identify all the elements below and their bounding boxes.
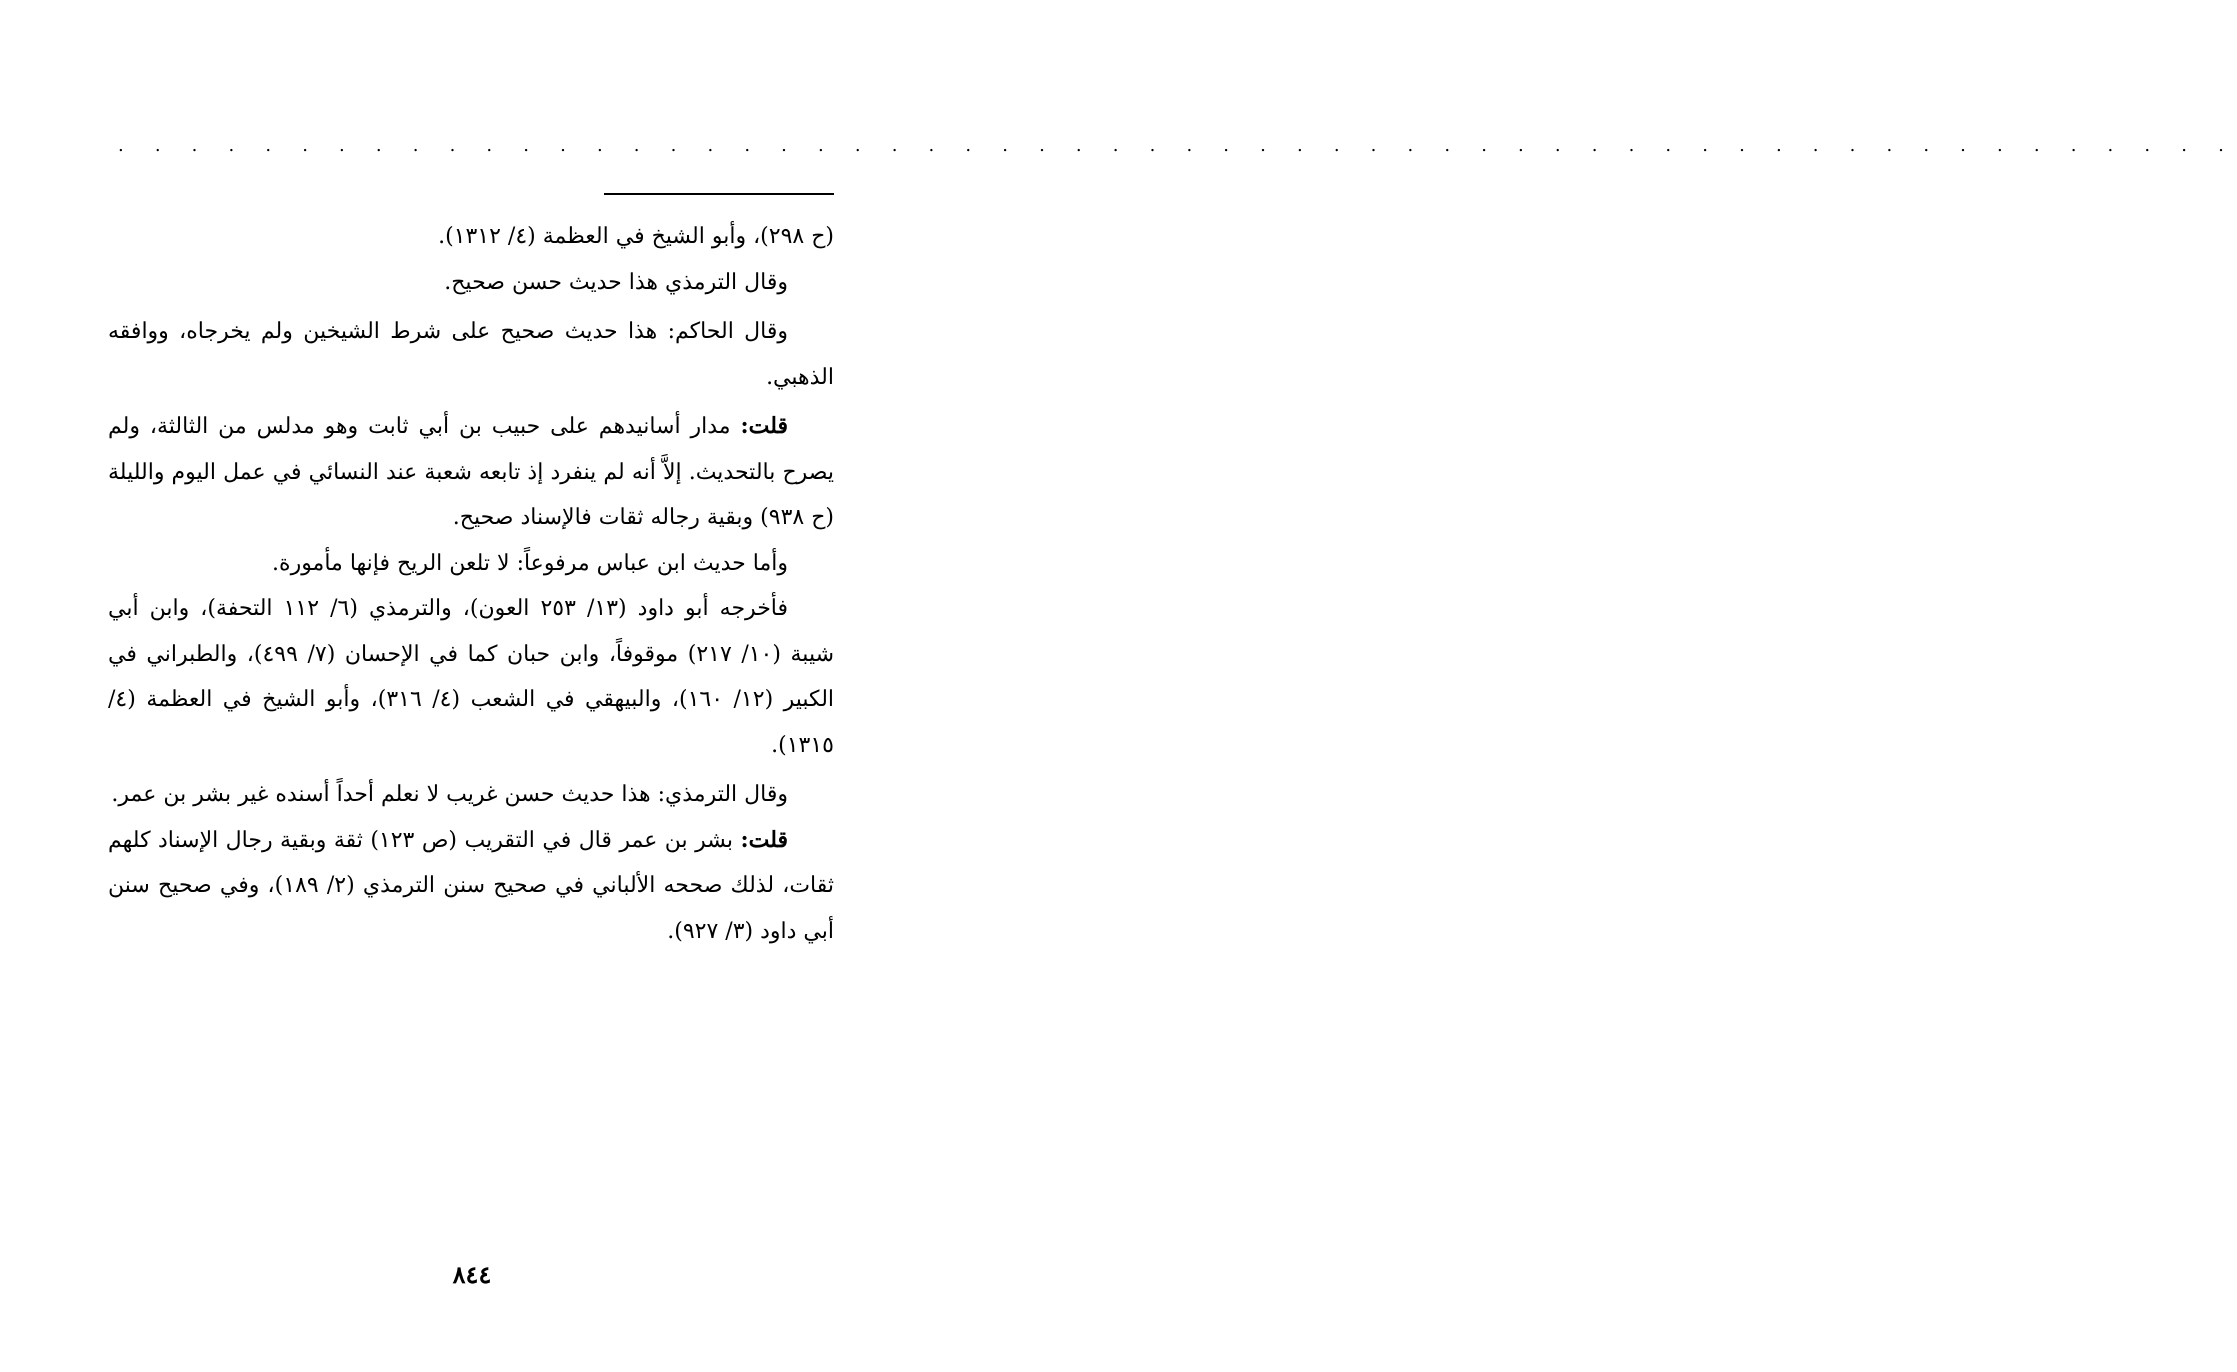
paragraph-5: وأما حديث ابن عباس مرفوعاً: لا تلعن الريح فإنها مأمورة. (272, 550, 788, 576)
page-number: ٨٤٤ (452, 1260, 492, 1289)
paragraph-3: وقال الحاكم: هذا حديث صحيح على شرط الشيخين ولم يخرجاه، ووافقه الذهبي. (108, 319, 834, 390)
qultu-label: قلت: (740, 826, 789, 853)
paragraph-4: قلت: مدار أسانيدهم على حبيب بن أبي ثابت وهو مدلس من الثالثة، ولم يصرح بالتحديث. إلاَّ أنه لم ينفرد إذ تابعه شعبة عند النسائي في عمل اليوم والليلة (ح ٩٣٨) وبقية رجاله ثقات فالإسناد صحيح. (108, 413, 834, 530)
footnote-rule (604, 193, 834, 195)
paragraph-8: قلت: بشر بن عمر قال في التقريب (ص ١٢٣) ثقة وبقية رجال الإسناد كلهم ثقات، لذلك صححه الألباني في صحيح سنن الترمذي (٢/ ١٨٩)، وفي صحيح سنن أبي داود (٣/ ٩٢٧). (108, 826, 834, 944)
footnote-body (108, 214, 834, 954)
paragraph-1: (ح ٢٩٨)، وأبو الشيخ في العظمة (٤/ ١٣١٢). (438, 224, 834, 249)
paragraph-6: فأخرجه أبو داود (١٣/ ٢٥٣ العون)، والترمذي (٦/ ١١٢ التحفة)، وابن أبي شيبة (١٠/ ٢١٧) موقوفاً، وابن حبان كما في الإحسان (٧/ ٤٩٩)، والطبراني في الكبير (١٢/ ١٦٠)، والبيهقي في الشعب (٤/ ٣١٦)، وأبو الشيخ في العظمة (٤/ ١٣١٥). (108, 596, 835, 758)
qultu-label: قلت: (740, 413, 788, 439)
paragraph-2: وقال الترمذي هذا حديث حسن صحيح. (444, 269, 788, 295)
separator-dots: . . . . . . . . . . . . . . . . . . . . . . . . . . . . . . . . . . . . . . . . . . . . . . . . . . . . . . . . . . (118, 135, 2237, 156)
paragraph-7: وقال الترمذي: هذا حديث حسن غريب لا نعلم أحداً أسنده غير بشر بن عمر. (111, 782, 788, 807)
